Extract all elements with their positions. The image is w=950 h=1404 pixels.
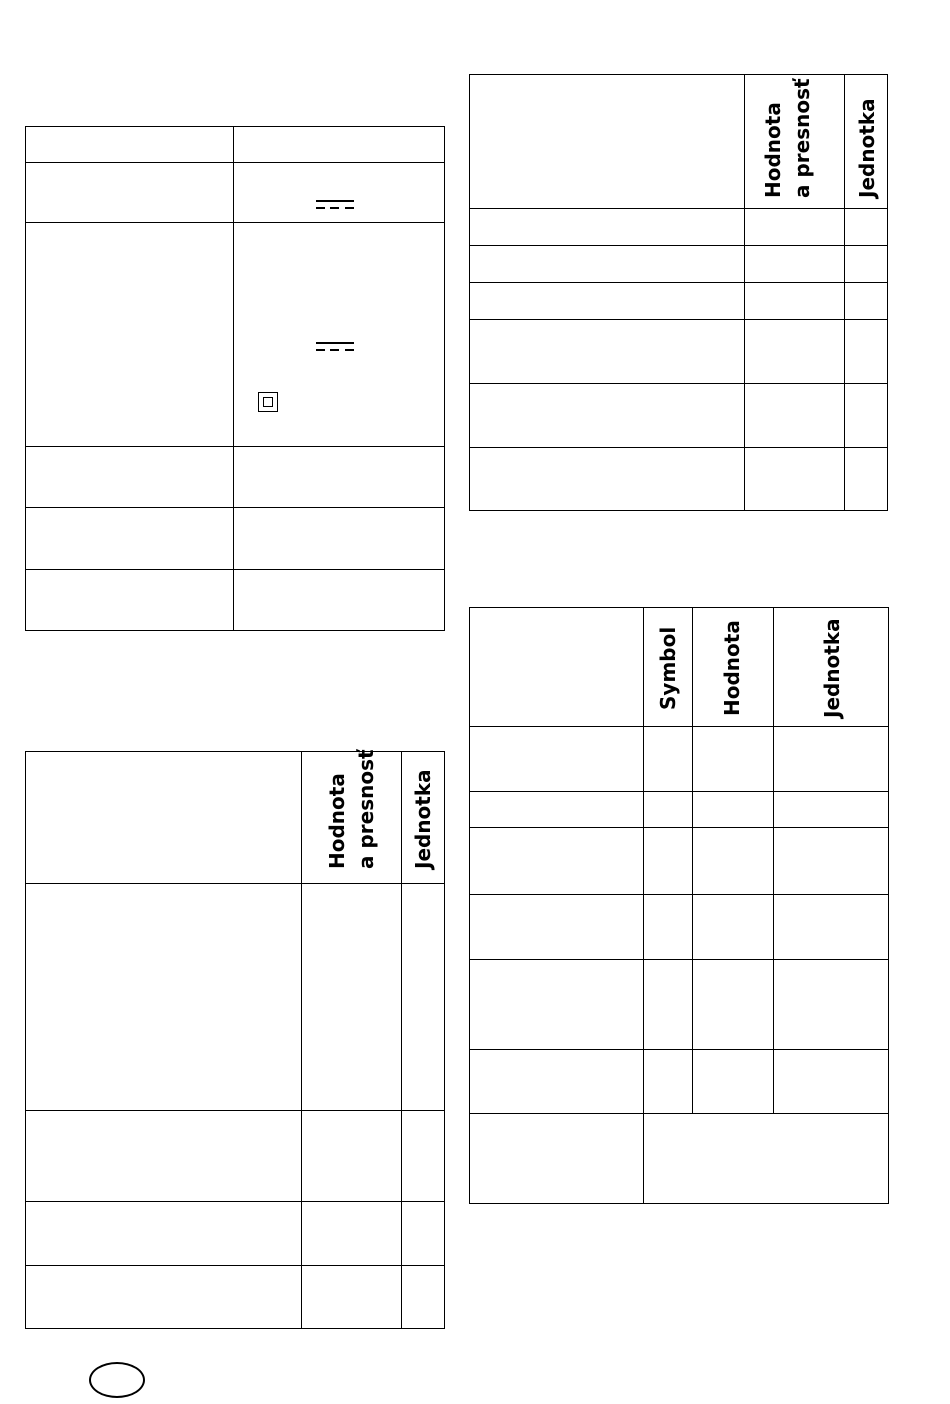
header-hodnota: Hodnota	[325, 773, 349, 869]
row-divider	[470, 1113, 888, 1114]
row-divider	[470, 1049, 888, 1050]
header-symbol: Symbol	[656, 626, 680, 710]
row-divider	[26, 446, 444, 447]
row-divider	[470, 726, 888, 727]
row-divider	[470, 959, 888, 960]
header-jednotka: Jednotka	[855, 98, 879, 198]
column-divider	[844, 75, 845, 510]
row-divider	[26, 883, 444, 884]
spec-table-right-bottom	[469, 607, 889, 1204]
spec-table-left-bottom	[25, 751, 445, 1329]
row-divider	[26, 162, 444, 163]
column-divider	[773, 608, 774, 1113]
row-divider	[470, 282, 887, 283]
header-hodnota: Hodnota	[761, 102, 785, 198]
header-jednotka: Jednotka	[411, 769, 435, 869]
row-divider	[470, 208, 887, 209]
row-divider	[26, 1201, 444, 1202]
spec-table-left-top	[25, 126, 445, 631]
column-divider	[401, 752, 402, 1328]
row-divider	[470, 319, 887, 320]
header-presnost: a presnosť	[790, 78, 814, 198]
row-divider	[470, 383, 887, 384]
row-divider	[470, 447, 887, 448]
spec-table-right-top	[469, 74, 888, 511]
row-divider	[26, 569, 444, 570]
row-divider	[470, 791, 888, 792]
row-divider	[470, 827, 888, 828]
row-divider	[26, 222, 444, 223]
column-divider	[692, 608, 693, 1113]
header-presnost: a presnosť	[354, 749, 378, 869]
dc-symbol-icon	[316, 200, 354, 212]
column-divider	[744, 75, 745, 510]
row-divider	[26, 507, 444, 508]
header-hodnota: Hodnota	[720, 620, 744, 716]
language-badge	[89, 1362, 145, 1398]
row-divider	[26, 1110, 444, 1111]
protection-class-2-icon	[258, 392, 278, 412]
dc-symbol-icon	[316, 342, 354, 354]
column-divider	[233, 127, 234, 630]
row-divider	[470, 894, 888, 895]
row-divider	[470, 245, 887, 246]
header-jednotka: Jednotka	[820, 618, 844, 718]
column-divider	[301, 752, 302, 1328]
row-divider	[26, 1265, 444, 1266]
